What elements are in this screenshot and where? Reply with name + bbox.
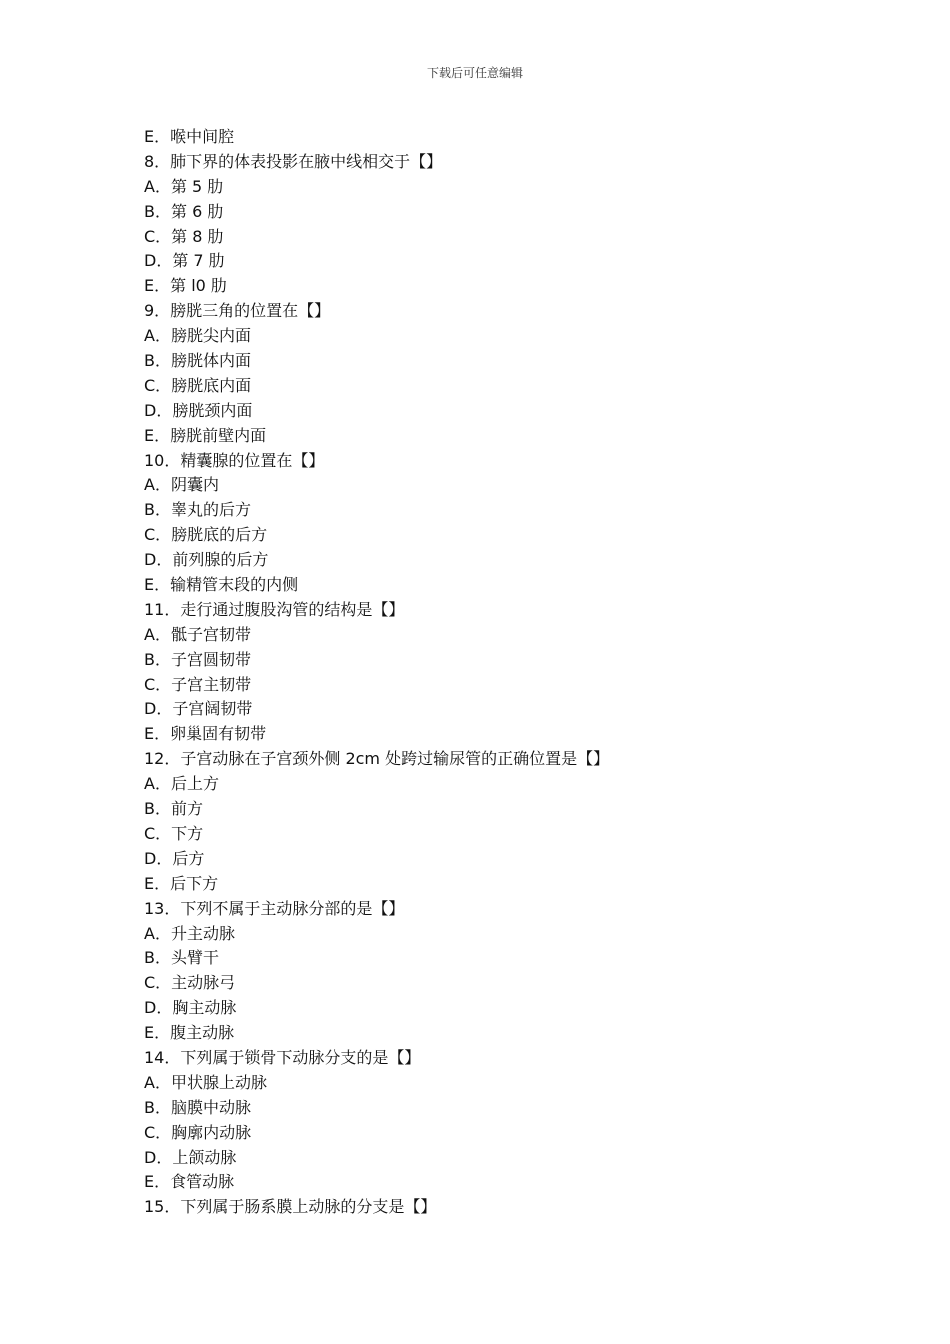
question-line: 9．膀胱三角的位置在【】: [144, 301, 331, 321]
option-line: D．后方: [144, 848, 205, 868]
option-line: D．胸主动脉: [144, 998, 237, 1018]
option-line: A．阴囊内: [144, 475, 219, 495]
option-line: A．骶子宫韧带: [144, 624, 251, 644]
option-line: C．膀胱底内面: [144, 375, 252, 395]
option-line: D．膀胱颈内面: [144, 400, 253, 420]
option-line: E．腹主动脉: [144, 1023, 235, 1043]
option-line: A．膀胱尖内面: [144, 326, 251, 346]
option-line: E．输精管末段的内侧: [144, 575, 299, 595]
question-line: 10．精囊腺的位置在【】: [144, 450, 325, 470]
question-line: 13．下列不属于主动脉分部的是【】: [144, 898, 405, 918]
option-line: B．脑膜中动脉: [144, 1097, 251, 1117]
option-line: C．主动脉弓: [144, 973, 236, 993]
page-header: 下载后可任意编辑: [426, 66, 523, 80]
option-line: A．升主动脉: [144, 923, 235, 943]
option-line: C．膀胱底的后方: [144, 525, 268, 545]
option-line: C．第 8 肋: [144, 226, 224, 246]
option-line: D．第 7 肋: [144, 251, 225, 271]
question-line: 8．肺下界的体表投影在腋中线相交于【】: [144, 151, 443, 171]
option-line: A．甲状腺上动脉: [144, 1072, 267, 1092]
question-list: [144, 125, 844, 1220]
text-line: E．喉中间腔: [144, 127, 235, 146]
option-line: E．后下方: [144, 873, 219, 893]
option-line: E．卵巢固有韧带: [144, 724, 267, 744]
option-line: A．第 5 肋: [144, 176, 224, 196]
option-line: B．睾丸的后方: [144, 500, 251, 520]
option-line: C．子宫主韧带: [144, 674, 252, 694]
option-line: E．食管动脉: [144, 1172, 235, 1192]
question-line: 11．走行通过腹股沟管的结构是【】: [144, 599, 405, 619]
option-line: E．膀胱前壁内面: [144, 425, 267, 445]
option-line: B．前方: [144, 799, 203, 819]
option-line: C．胸廓内动脉: [144, 1122, 252, 1142]
option-line: B．子宫圆韧带: [144, 649, 251, 669]
question-line: 15．下列属于肠系膜上动脉的分支是【】: [144, 1197, 437, 1217]
option-line: C．下方: [144, 823, 204, 843]
option-line: B．头臂干: [144, 948, 219, 968]
option-line: B．膀胱体内面: [144, 351, 251, 371]
option-line: A．后上方: [144, 774, 219, 794]
question-line: 14．下列属于锁骨下动脉分支的是【】: [144, 1047, 421, 1067]
question-line: 12．子宫动脉在子宫颈外侧 2cm 处跨过输尿管的正确位置是【】: [144, 749, 610, 769]
option-line: D．子宫阔韧带: [144, 699, 253, 719]
option-line: B．第 6 肋: [144, 201, 224, 221]
option-line: D．前列腺的后方: [144, 550, 269, 570]
option-line: D．上颌动脉: [144, 1147, 237, 1167]
option-line: E．第 l0 肋: [144, 276, 227, 296]
